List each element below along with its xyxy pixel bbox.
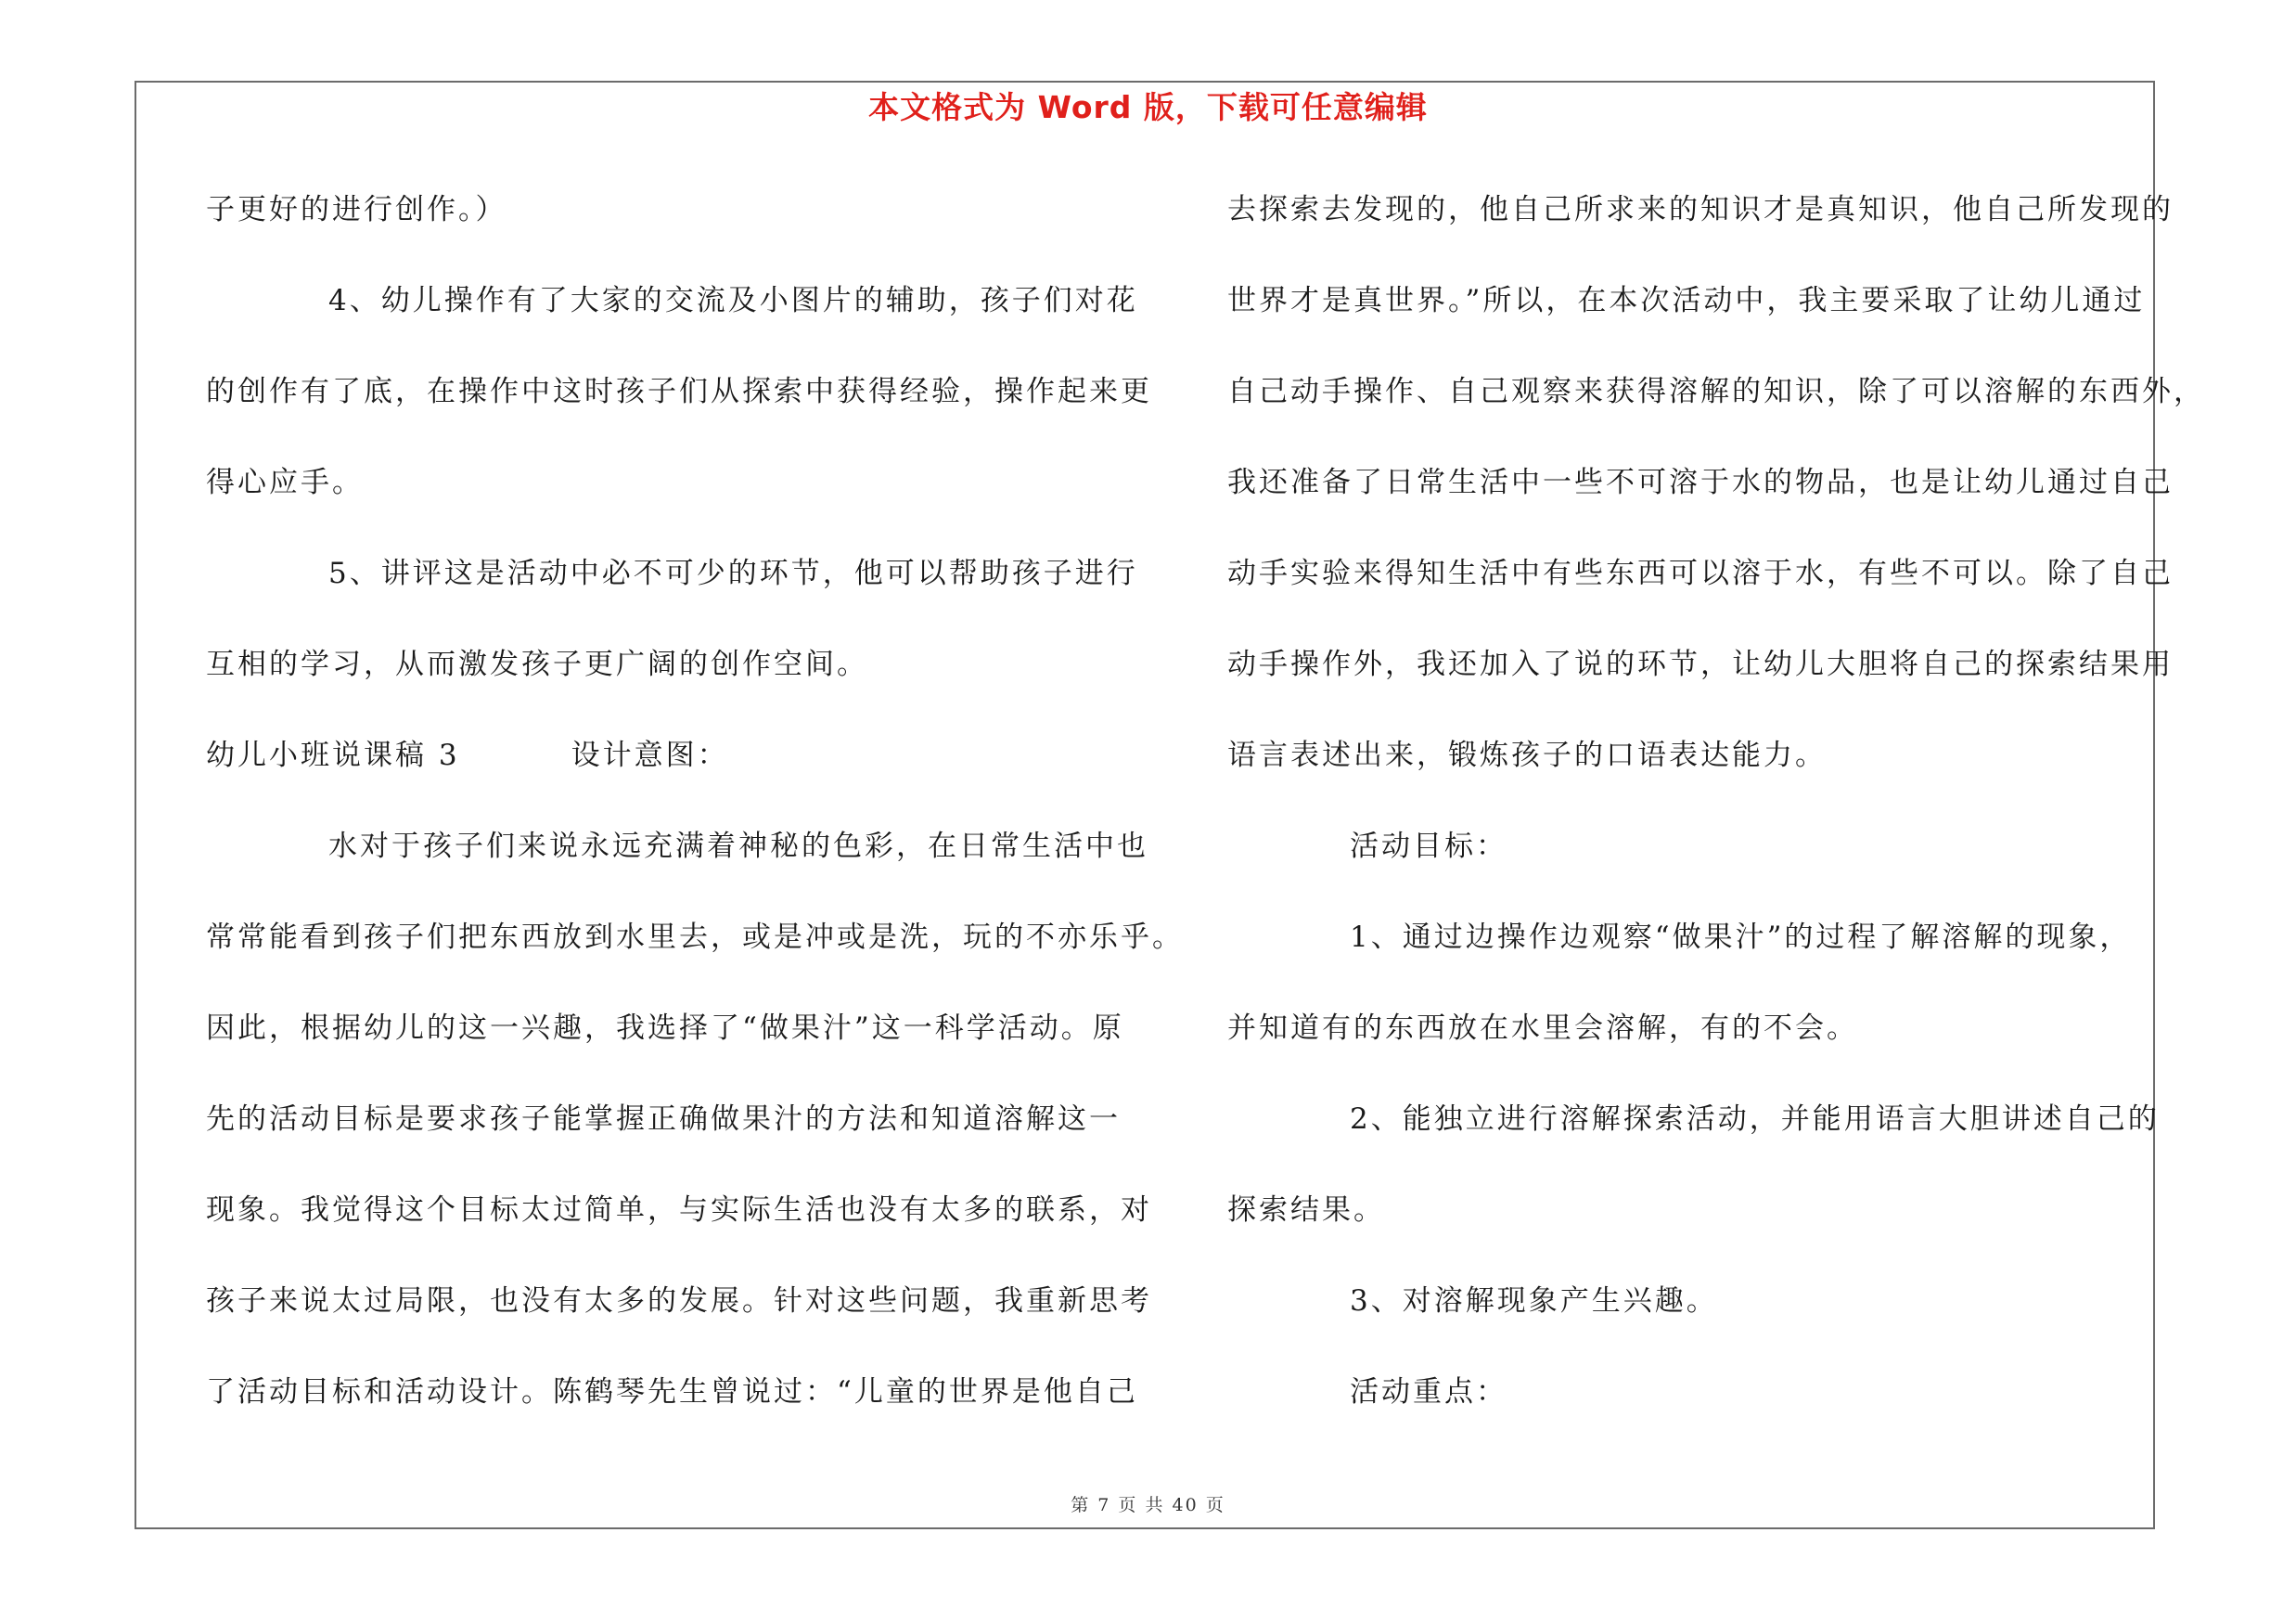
left-column-line [206,363,1152,454]
right-column-line [1227,272,2155,363]
right-column-line [1227,1181,2155,1272]
left-column-line [206,545,1138,636]
paragraph-text: 并知道有的东西放在水里会溶解，有的不会。 [1227,1011,1858,1045]
right-column-line [1227,999,2155,1090]
paragraph-text: 3、对溶解现象产生兴趣。 [1350,1284,1718,1318]
right-column-line [1227,1363,2155,1454]
paragraph-text: 活动重点： [1350,1375,1507,1409]
paragraph-text: 4、幼儿操作有了大家的交流及小图片的辅助，孩子们对花 [328,284,1138,317]
right-column-line [1227,908,2155,999]
left-column-line [206,1363,1138,1454]
paragraph-text: 动手实验来得知生活中有些东西可以溶于水，有些不可以。除了自己 [1227,557,2174,590]
paragraph-text: 因此，根据幼儿的这一兴趣，我选择了“做果汁”这一科学活动。原 [206,1011,1124,1045]
paragraph-text: 世界才是真世界。”所以，在本次活动中，我主要采取了让幼儿通过 [1227,284,2146,317]
paragraph-text: 孩子来说太过局限，也没有太多的发展。针对这些问题，我重新思考 [206,1284,1152,1318]
paragraph-text: 子更好的进行创作。） [206,193,507,226]
right-column-line [1227,727,2155,818]
paragraph-text: 活动目标： [1350,830,1507,863]
right-column-line [1227,363,2205,454]
left-column-line [206,181,1134,272]
paragraph-text: 5、讲评这是活动中必不可少的环节，他可以帮助孩子进行 [328,557,1138,590]
left-column [206,181,1184,1454]
paragraph-text: 幼儿小班说课稿 3 [206,739,460,772]
left-column-line [206,1272,1152,1363]
left-column-line [206,908,1184,999]
left-column-line [206,1181,1152,1272]
right-column-line [1227,181,2174,272]
right-column-line [1227,1090,2160,1181]
right-column-line [1227,636,2174,727]
right-column-line [1227,1272,2155,1363]
left-column-line [206,818,1148,908]
left-column-line [206,636,1134,727]
paragraph-text: 现象。我觉得这个目标太过简单，与实际生活也没有太多的联系，对 [206,1193,1152,1227]
paragraph-text: 水对于孩子们来说永远充满着神秘的色彩，在日常生活中也 [328,830,1148,863]
paragraph-text: 语言表述出来，锻炼孩子的口语表达能力。 [1227,739,1827,772]
left-column-line [206,727,1134,818]
paragraph-text: 2、能独立进行溶解探索活动，并能用语言大胆讲述自己的 [1350,1102,2160,1136]
paragraph-text: 了活动目标和活动设计。陈鹤琴先生曾说过：“儿童的世界是他自己 [206,1375,1138,1409]
page-number-footer: 第 7 页 共 40 页 [1071,1495,1225,1515]
left-column-line [206,1090,1134,1181]
section-subheading: 设计意图： [571,739,729,772]
paragraph-text: 我还准备了日常生活中一些不可溶于水的物品，也是让幼儿通过自己 [1227,466,2174,499]
paragraph-text: 1、通过边操作边观察“做果汁”的过程了解溶解的现象， [1350,921,2132,954]
paragraph-text: 常常能看到孩子们把东西放到水里去，或是冲或是洗，玩的不亦乐乎。 [206,921,1184,954]
left-column-line [206,999,1134,1090]
paragraph-text: 的创作有了底，在操作中这时孩子们从探索中获得经验，操作起来更 [206,375,1152,408]
right-column-line [1227,454,2174,545]
paragraph-text: 去探索去发现的，他自己所求来的知识才是真知识，他自己所发现的 [1227,193,2174,226]
paragraph-text: 探索结果。 [1227,1193,1385,1227]
right-column-line [1227,545,2174,636]
paragraph-text: 互相的学习，从而激发孩子更广阔的创作空间。 [206,648,868,681]
right-column [1227,181,2205,1454]
right-column-line [1227,818,2155,908]
paragraph-text: 先的活动目标是要求孩子能掌握正确做果汁的方法和知道溶解这一 [206,1102,1121,1136]
format-banner: 本文格式为 Word 版，下载可任意编辑 [868,89,1428,125]
paragraph-text: 动手操作外，我还加入了说的环节，让幼儿大胆将自己的探索结果用 [1227,648,2174,681]
paragraph-text: 得心应手。 [206,466,364,499]
left-column-line [206,272,1138,363]
paragraph-text: 自己动手操作、自己观察来获得溶解的知识，除了可以溶解的东西外， [1227,375,2205,408]
left-column-line [206,454,1134,545]
